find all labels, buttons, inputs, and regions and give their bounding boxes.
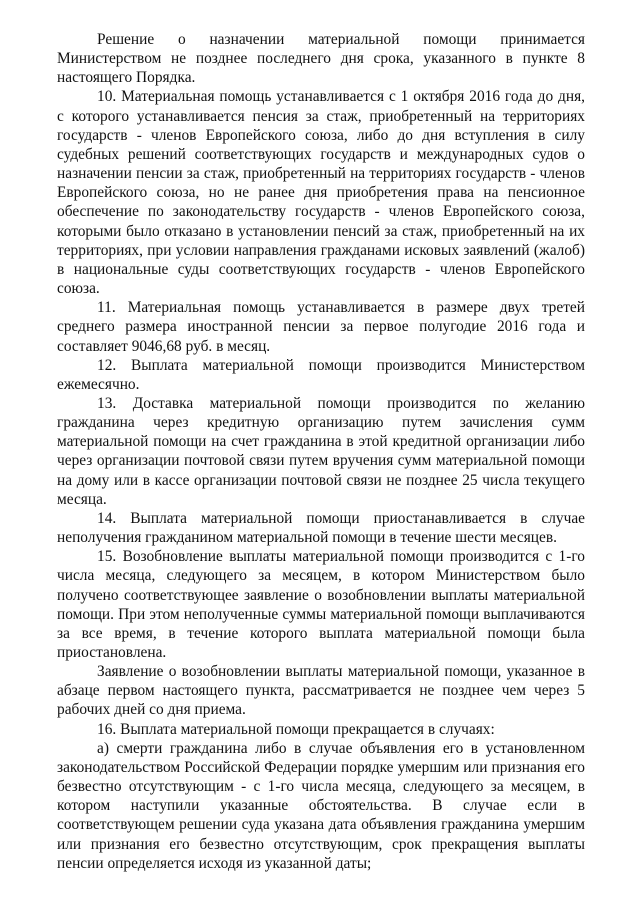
paragraph-15-application: Заявление о возобновлении выплаты материальной помощи, указанное в абзаце первом настоящего пункта, рассматривается не позднее чем через 5 рабочих дней со дня приема.	[57, 663, 585, 719]
paragraph-15: 15. Возобновление выплаты материальной помощи производится с 1-го числа месяца, следующего за месяцем, в котором Министерством было получено соответствующее заявление о возобновлении выплаты материальной помощи. При этом неполученные суммы материальной помощи выплачиваются за все время, в течение которого выплата материальной помощи была приостановлена.	[57, 548, 585, 661]
paragraph-16: 16. Выплата материальной помощи прекращается в случаях:	[97, 720, 495, 738]
paragraph-14: 14. Выплата материальной помощи приостанавливается в случае неполучения гражданином материальной помощи в течение шести месяцев.	[57, 509, 585, 547]
paragraph-16-a: а) смерти гражданина либо в случае объявления его в установленном законодательством Российской Федерации порядке умершим или признания его безвестно отсутствующим - с 1-го числа месяца, следующего за месяцем, в котором наступили указанные обстоятельства. В случае если в соответствующем решении суда указана дата объявления гражданина умершим или признания его безвестно отсутствующим, срок прекращения выплаты пенсии определяется исходя из указанной даты;	[57, 739, 585, 872]
paragraph-13: 13. Доставка материальной помощи производится по желанию гражданина через кредитную организацию путем зачисления сумм материальной помощи на счет гражданина в этой кредитной организации либо через организации почтовой связи путем вручения сумм материальной помощи на дому или в кассе организации почтовой связи не позднее 25 числа текущего месяца.	[57, 394, 585, 508]
paragraph-10: 10. Материальная помощь устанавливается с 1 октября 2016 года до дня, с которого устанавливается пенсия за стаж, приобретенный на территориях государств - членов Европейского союза, либо до дня вступления в силу судебных решений соответствующих государств и международных судов о назначении пенсии за стаж, приобретенный на территориях государств - членов Европейского союза, но не ранее дня приобретения права на пенсионное обеспечение по законодательству государств - членов Европейского союза, которыми было отказано в установлении пенсий за стаж, приобретенный на их территориях, при условии направления гражданами исковых заявлений (жалоб) в национальные суды соответствующих государств - членов Европейского союза.	[57, 88, 585, 298]
paragraph-12: 12. Выплата материальной помощи производится Министерством ежемесячно.	[57, 356, 585, 393]
paragraph-decision: Решение о назначении материальной помощи принимается Министерством не позднее последнего дня срока, указанного в пункте 8 настоящего Порядка.	[57, 31, 585, 87]
document-page	[57, 30, 585, 873]
paragraph-11: 11. Материальная помощь устанавливается в размере двух третей среднего размера иностранной пенсии за первое полугодие 2016 года и составляет 9046,68 руб. в месяц.	[57, 299, 585, 355]
